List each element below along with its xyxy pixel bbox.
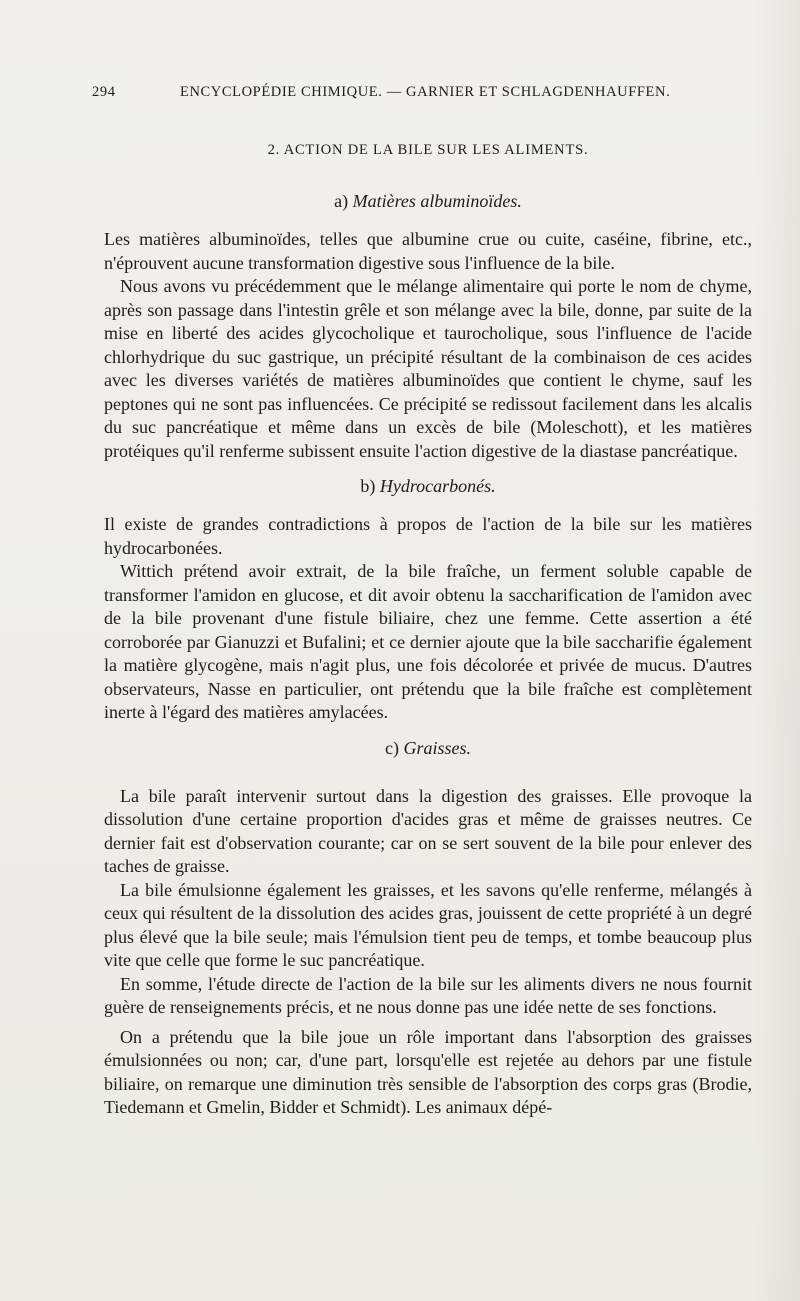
paragraph: La bile paraît intervenir surtout dans la digestion des graisses. Elle provoque la dissolution d'une certaine proportion d'acides gras et même de graisses neutres. Ce dernier fait est d'observation courante; car on se sert souvent de la bile pour enlever des taches de graisse.	[104, 785, 752, 876]
section-title: 2. ACTION DE LA BILE SUR LES ALIMENTS.	[267, 142, 589, 158]
page-body	[104, 132, 752, 1120]
page-number: 294	[92, 84, 116, 100]
paragraph: La bile émulsionne également les graisses, et les savons qu'elle renferme, mélangés à ceux qui résultent de la dissolution des acides gras, jouissent de cette propriété à un degré plus élevé que la bile seule; mais l'émulsion tient peu de temps, et tombe beaucoup plus vite que celle que forme le suc pancréatique.	[104, 879, 752, 970]
subsection-title: Hydrocarbonés.	[379, 476, 496, 496]
paragraph: On a prétendu que la bile joue un rôle important dans l'absorption des graisses émulsionnées ou non; car, d'une part, lorsqu'elle est rejetée au dehors par une fistule biliaire, on remarque une diminution très sensible de l'absorption des corps gras (Brodie, Tiedemann et Gmelin, Bidder et Schmidt). Les animaux dépé-	[104, 1026, 752, 1117]
running-title: ENCYCLOPÉDIE CHIMIQUE. — GARNIER ET SCHLAGDENHAUFFEN.	[180, 84, 671, 100]
page-edge-shadow	[754, 0, 800, 1301]
paragraph: Il existe de grandes contradictions à propos de l'action de la bile sur les matières hydrocarbonées.	[104, 514, 752, 558]
subsection-heading-graisses	[104, 735, 752, 761]
paragraph: En somme, l'étude directe de l'action de la bile sur les aliments divers ne nous fournit guère de renseignements précis, et ne nous donne pas une idée nette de ses fonctions.	[104, 973, 752, 1017]
paragraph: Les matières albuminoïdes, telles que albumine crue ou cuite, caséine, fibrine, etc., n'éprouvent aucune transformation digestive sous l'influence de la bile.	[104, 229, 752, 273]
subsection-label: c)	[385, 737, 399, 758]
subsection-title: Graisses.	[403, 737, 471, 758]
subsection-title: Matières albuminoïdes.	[352, 191, 522, 211]
subsection-label: a)	[334, 191, 349, 211]
running-header	[92, 84, 671, 104]
subsection-heading-hydrocarbones	[104, 473, 752, 499]
subsection-label: b)	[360, 476, 376, 496]
subsection-heading-albuminoides	[104, 188, 752, 214]
paragraph: Nous avons vu précédemment que le mélange alimentaire qui porte le nom de chyme, après son passage dans l'intestin grêle et son mélange avec la bile, donne, par suite de la mise en liberté des acides glycocholique et taurocholique, sous l'influence de l'acide chlorhydrique du suc gastrique, un précipité résultant de la combinaison de ces acides avec les diverses variétés de matières albuminoïdes que contient le chyme, sauf les peptones qui ne sont pas influencées. Ce précipité se redissout facilement dans les alcalis du suc pancréatique et même dans un excès de bile (Moleschott), et les matières protéiques qu'il renferme subissent ensuite l'action digestive de la diastase pancréatique.	[104, 276, 752, 461]
paragraph: Wittich prétend avoir extrait, de la bile fraîche, un ferment soluble capable de transformer l'amidon en glucose, et dit avoir obtenu la saccharification de l'amidon avec de la bile provenant d'une fistule biliaire, chez une femme. Cette assertion a été corroborée par Gianuzzi et Bufalini; et ce dernier ajoute que la bile saccharifie également la matière glycogène, mais n'agit plus, une fois décolorée et privée de mucus. D'autres observateurs, Nasse en particulier, ont prétendu que la bile fraîche est complètement inerte à l'égard des matières amylacées.	[104, 561, 752, 722]
